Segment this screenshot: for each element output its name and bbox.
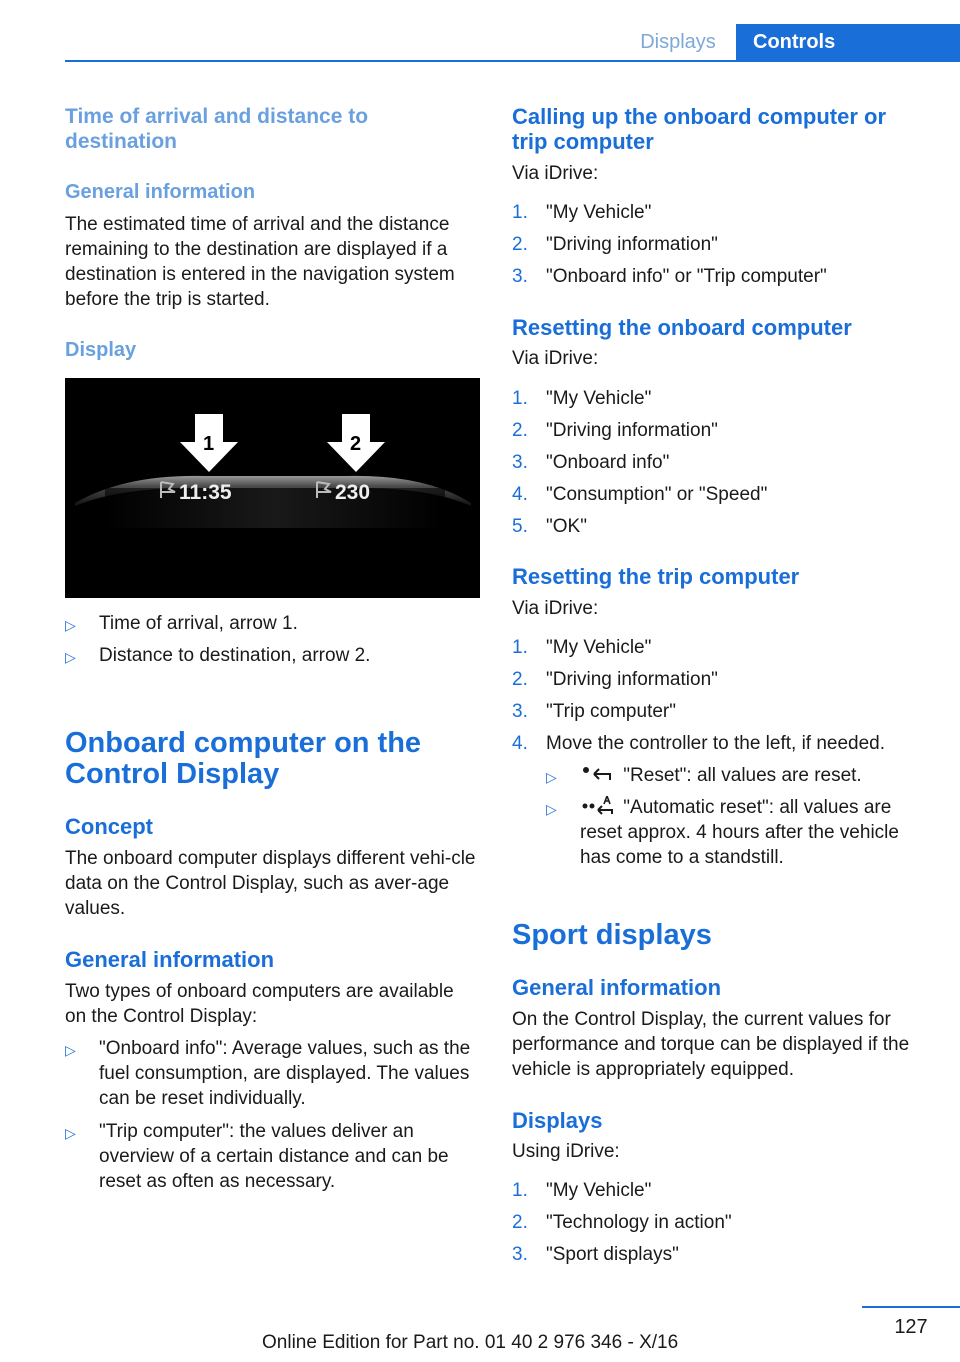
page-number-rule [862, 1306, 960, 1308]
step-number: 3. [512, 701, 528, 722]
tab-controls[interactable]: Controls [736, 24, 960, 61]
bullet-marker: ▷ [546, 801, 557, 817]
list-item-text: "OK" [546, 516, 587, 537]
bullet-marker: ▷ [546, 769, 557, 785]
step-number: 4. [512, 484, 528, 505]
step-number: 1. [512, 388, 528, 409]
list-item-text: "Automatic reset": all values are reset approx. 4 hours after the vehicle has come to a standstill. [580, 797, 899, 868]
step-number: 3. [512, 1244, 528, 1265]
distance-value: 230 [335, 481, 371, 504]
list-item [65, 611, 480, 636]
list-item [512, 264, 922, 289]
using-idrive-text: Using iDrive: [512, 1141, 620, 1162]
bullet-marker: ▷ [65, 1125, 76, 1141]
list-item [546, 795, 922, 870]
list-item-text: Time of arrival, arrow 1. [99, 613, 298, 634]
via-idrive-text: Via iDrive: [512, 163, 599, 184]
list-item [512, 667, 922, 692]
list-item-text: "Onboard info" or "Trip computer" [546, 266, 827, 287]
list-item [512, 699, 922, 724]
arrow-1-label: 1 [203, 433, 215, 455]
list-item-text: "Driving information" [546, 669, 718, 690]
section-title-reset-onboard: Resetting the onboard computer [512, 315, 852, 340]
section-title-arrival: Time of arrival and distance to destination [65, 105, 369, 153]
list-item [65, 1036, 480, 1111]
tab-displays[interactable]: Displays [640, 31, 716, 53]
list-item-text: "My Vehicle" [546, 388, 652, 409]
general-info-2-text: Two types of onboard computers are available on the Control Display: [65, 981, 454, 1027]
display-illustration [65, 378, 480, 598]
step-number: 3. [512, 452, 528, 473]
arrival-time-value: 11:35 [179, 481, 232, 504]
subheading-concept: Concept [65, 814, 153, 839]
list-item-text: "Consumption" or "Speed" [546, 484, 768, 505]
subheading-general-info-2: General information [65, 947, 275, 972]
arrow-2-label: 2 [350, 433, 362, 455]
subheading-displays: Displays [512, 1108, 603, 1133]
section-title-onboard-computer: Onboard computer on the Control Display [65, 727, 422, 790]
via-idrive-text: Via iDrive: [512, 348, 599, 369]
list-item-text: "Onboard info" [546, 452, 670, 473]
list-item [512, 418, 922, 443]
list-item-text: "Trip computer" [546, 701, 676, 722]
list-item-text: "Trip computer": the values deliver an overview of a certain distance and can be reset as often as necessary. [99, 1121, 449, 1192]
subheading-display: Display [65, 339, 137, 361]
footer-edition: Online Edition for Part no. 01 40 2 976 346 - X/16 [262, 1332, 679, 1353]
section-title-sport-displays: Sport displays [512, 919, 712, 951]
list-item-text: "My Vehicle" [546, 202, 652, 223]
list-item-text: "My Vehicle" [546, 637, 652, 658]
bullet-marker: ▷ [65, 1042, 76, 1058]
list-item-text: Distance to destination, arrow 2. [99, 645, 371, 666]
step-number: 4. [512, 733, 528, 754]
step-number: 1. [512, 1180, 528, 1201]
general-info-text: The estimated time of arrival and the distance remaining to the destination are displayed if a destination is entered in the navigation system before the trip is started. [65, 214, 455, 310]
reset-icon [580, 764, 618, 784]
step-number: 2. [512, 669, 528, 690]
list-item [512, 1210, 922, 1235]
general-info-3-text: On the Control Display, the current values for performance and torque can be displayed if the vehicle is appropriately equipped. [512, 1009, 910, 1080]
header-rule [65, 60, 960, 62]
list-item [512, 514, 922, 539]
bullet-marker: ▷ [65, 617, 76, 633]
list-item-text: "Driving information" [546, 420, 718, 441]
step-number: 5. [512, 516, 528, 537]
list-item [512, 635, 922, 660]
step-number: 1. [512, 637, 528, 658]
step-number: 3. [512, 266, 528, 287]
list-item-text: Move the controller to the left, if needed. [546, 733, 886, 754]
step-number: 2. [512, 1212, 528, 1233]
list-item [65, 643, 480, 668]
subheading-general-info-3: General information [512, 975, 722, 1000]
list-item [512, 386, 922, 411]
automatic-reset-icon [580, 796, 618, 816]
step-number: 2. [512, 420, 528, 441]
concept-text: The onboard computer displays different vehi-cle data on the Control Display, such as aver-age values. [65, 848, 476, 919]
list-item [512, 731, 922, 756]
list-item-text: "Reset": all values are reset. [623, 765, 862, 786]
list-item-text: "My Vehicle" [546, 1180, 652, 1201]
list-item-text: "Technology in action" [546, 1212, 732, 1233]
list-item-text: "Onboard info": Average values, such as the fuel consumption, are displayed. The values can be reset individually. [99, 1038, 471, 1109]
list-item-text: "Sport displays" [546, 1244, 679, 1265]
via-idrive-text: Via iDrive: [512, 598, 599, 619]
list-item [512, 482, 922, 507]
list-item [512, 450, 922, 475]
section-title-calling: Calling up the onboard computer or trip computer [512, 104, 886, 154]
list-item [512, 232, 922, 257]
subheading-general-info: General information [65, 181, 256, 203]
display-figure [65, 378, 480, 598]
list-item [65, 1119, 480, 1194]
step-number: 2. [512, 234, 528, 255]
page-number: 127 [894, 1316, 928, 1338]
list-item [512, 200, 922, 225]
section-title-reset-trip: Resetting the trip computer [512, 564, 800, 589]
list-item [546, 763, 922, 788]
list-item [512, 1242, 922, 1267]
bullet-marker: ▷ [65, 649, 76, 665]
step-number: 1. [512, 202, 528, 223]
list-item-text: "Driving information" [546, 234, 718, 255]
list-item [512, 1178, 922, 1203]
